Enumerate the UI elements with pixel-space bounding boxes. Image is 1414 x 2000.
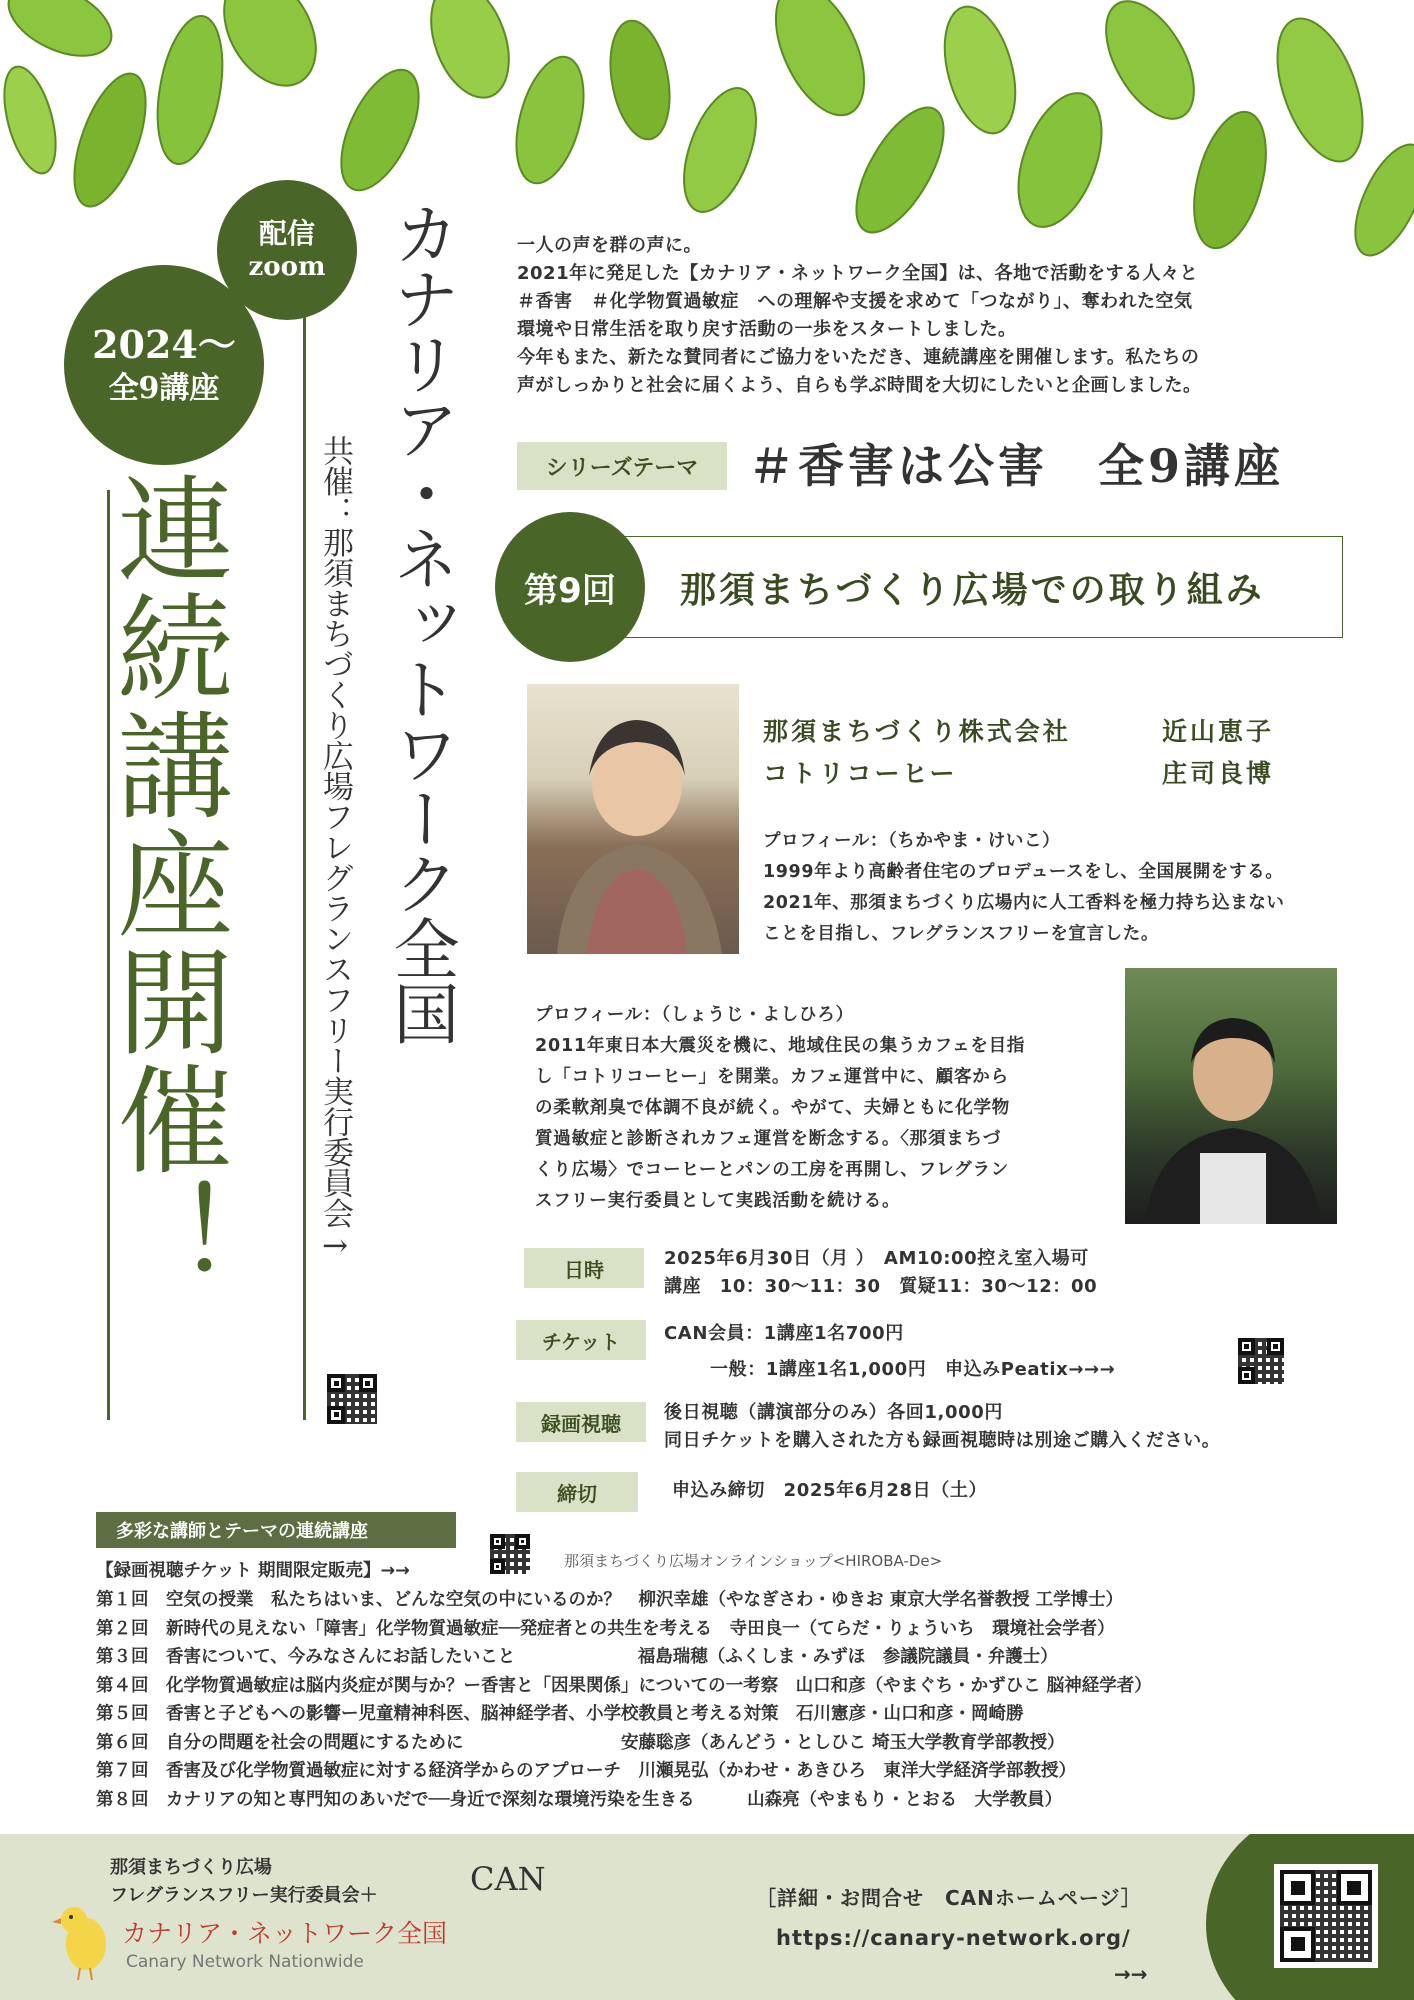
lecture-item: 第４回 化学物質過敏症は脳内炎症が関与か？ー香害と「因果関係」についての一考察 山口和彦（やまぐち・かずひこ 脳神経学者）: [96, 1675, 1152, 1696]
session-title: 那須まちづくり広場での取り組み: [680, 570, 1265, 611]
lecture-item: 第３回 香害について、今みなさんにお話したいこと 福島瑞穂（ふくしま・みずほ 参議院議員・弁護士）: [96, 1647, 1058, 1667]
intro-line: 声がしっかりと社会に届くよう、自らも学ぶ時間を大切にしたいと企画しました。: [517, 375, 1202, 396]
profile-line: 1999年より高齢者住宅のプロデュースをし、全国展開をする。: [763, 862, 1284, 882]
lectures-heading: 多彩な講師とテーマの連続講座: [96, 1512, 456, 1548]
speaker-org-1: 那須まちづくり株式会社: [763, 717, 1071, 746]
ticket-label: チケット: [516, 1320, 646, 1360]
profile-line: くり広場〉でコーヒーとパンの工房を再開し、フレグラン: [535, 1160, 1010, 1180]
session-number: 第9回: [524, 570, 616, 611]
portrait-image: [527, 684, 739, 954]
intro-line: 2021年に発足した【カナリア・ネットワーク全国】は、各地で活動をする人々と: [517, 263, 1199, 284]
portrait-image: [1125, 968, 1337, 1224]
qr-code[interactable]: [325, 1372, 379, 1426]
footer-org-line: 那須まちづくり広場: [110, 1857, 272, 1878]
profile-line: 2021年、那須まちづくり広場内に人工香料を極力持ち込まない: [763, 893, 1285, 913]
main-heading: 連続講座開催！: [98, 470, 233, 1296]
speaker-name-2: 庄司良博: [1162, 759, 1275, 788]
profile-line: ことを目指し、フレグランスフリーを宣言した。: [763, 924, 1159, 944]
arrow-icon: →→: [1114, 1962, 1148, 1986]
ticket-price-general: 一般：1講座1名1,000円 申込みPeatix→→→: [710, 1359, 1116, 1380]
intro-line: 今年もまた、新たな賛同者にご協力をいただき、連続講座を開催します。私たちの: [517, 347, 1200, 368]
brand-jp: カナリア・ネットワーク全国: [122, 1919, 448, 1948]
series-badge: [64, 265, 264, 465]
profile-line: スフリー実行委員として実践活動を続ける。: [535, 1191, 901, 1211]
badge-zoom: zoom: [248, 252, 326, 282]
intro-line: ＃香害 ＃化学物質過敏症 への理解や支援を求めて「つながり」、奪われた空気: [517, 291, 1193, 312]
record-line: 後日視聴（講演部分のみ）各回1,000円: [664, 1402, 1003, 1423]
speaker-org-2: コトリコーヒー: [763, 759, 958, 788]
footer: [0, 1834, 1414, 2000]
intro-line: 環境や日常生活を取り戻す活動の一歩をスタートしました。: [517, 319, 1017, 340]
record-label: 録画視聴: [516, 1402, 646, 1442]
divider-line: [303, 315, 306, 1420]
deadline-info: 申込み締切 2025年6月28日（土）: [672, 1480, 988, 1501]
lecture-item: 第６回 自分の問題を社会の問題にするために 安藤聡彦（あんどう・としひこ 埼玉大学教育学部教授）: [96, 1732, 1065, 1753]
footer-org: [110, 1854, 378, 1910]
lecture-item: 第１回 空気の授業 私たちはいま、どんな空気の中にいるのか？ 柳沢幸雄（やなぎさわ・ゆきお 東京大学名誉教授 工学博士）: [96, 1590, 1124, 1610]
canary-icon: [52, 1900, 118, 1982]
brand-en: Canary Network Nationwide: [126, 1952, 364, 1972]
profile-line: 質過敏症と診断されカフェ運営を断念する。〈那須まちづ: [535, 1129, 1001, 1149]
intro-line: 一人の声を群の声に。: [517, 235, 702, 256]
peatix-qr-code[interactable]: [1236, 1336, 1286, 1386]
org-title: カナリア・ネットワーク全国: [382, 200, 459, 1045]
speaker-photo-chikayama: [527, 684, 739, 954]
cohost-text: 共催：那須まちづくり広場フレグランスフリー実行委員会→: [317, 435, 353, 1264]
ticket-price-member: CAN会員：1講座1名700円: [664, 1323, 904, 1344]
profile-line: 2011年東日本大震災を機に、地域住民の集うカフェを目指: [535, 1036, 1026, 1056]
footer-can: CAN: [470, 1860, 546, 1898]
shop-link[interactable]: 那須まちづくり広場オンラインショップ<HIROBA-De>: [564, 1552, 943, 1570]
profile-chikayama: [763, 826, 1285, 950]
shop-qr-code[interactable]: [488, 1532, 532, 1576]
speaker-photo-shoji: [1125, 968, 1337, 1224]
lecture-item: 第７回 香害及び化学物質過敏症に対する経済学からのアプローチ 川瀬晃弘（かわせ・あきひろ 東洋大学経済学部教授）: [96, 1761, 1076, 1781]
intro-text: [517, 232, 1397, 400]
badge-year: 2024〜: [92, 322, 236, 367]
date-info: [664, 1245, 1097, 1301]
website-qr-code[interactable]: [1274, 1864, 1378, 1968]
contact-label: ［詳細・お問合せ CANホームページ］: [756, 1886, 1142, 1910]
lecture-list: [96, 1586, 1152, 1814]
record-line: 同日チケットを購入された方も録画視聴時は別途ご購入ください。: [664, 1430, 1221, 1451]
website-link[interactable]: https://canary-network.org/: [776, 1926, 1131, 1950]
speaker-name-1: 近山恵子: [1162, 717, 1275, 746]
footer-org-line: フレグランスフリー実行委員会＋: [110, 1885, 378, 1906]
lecture-item: 第２回 新時代の見えない「障害」化学物質過敏症──発症者との共生を考える 寺田良一（てらだ・りょういち 環境社会学者）: [96, 1618, 1115, 1639]
profile-line: プロフィール：（しょうじ・よしひろ）: [535, 1005, 854, 1025]
date-line: 講座 10：30〜11：30 質疑11：30〜12：00: [664, 1276, 1098, 1297]
date-label: 日時: [524, 1248, 644, 1288]
lecture-item: 第５回 香害と子どもへの影響ー児童精神科医、脳神経学者、小学校教員と考える対策 石川憲彦・山口和彦・岡崎勝: [96, 1704, 1024, 1724]
profile-line: の柔軟剤臭で体調不良が続く。やがて、夫婦ともに化学物: [535, 1098, 1011, 1118]
date-line: 2025年6月30日（月 ） AM10:00控え室入場可: [664, 1248, 1089, 1269]
series-theme: ＃香害は公害 全9講座: [748, 439, 1285, 493]
profile-line: し「コトリコーヒー」を開業。カフェ運営中に、顧客から: [535, 1067, 1009, 1087]
record-info: [664, 1399, 1220, 1455]
series-label: シリーズテーマ: [517, 442, 727, 490]
deadline-label: 締切: [516, 1472, 638, 1512]
profile-line: プロフィール：（ちかやま・けいこ）: [763, 831, 1061, 851]
session-number-badge: [495, 512, 645, 662]
profile-shoji: [535, 1000, 1025, 1217]
lecture-item: 第８回 カナリアの知と専門知のあいだで──身近で深刻な環境汚染を生きる 山森亮（やまもり・とおる 大学教員）: [96, 1789, 1063, 1810]
badge-delivery: 配信: [258, 217, 315, 250]
badge-count: 全9講座: [108, 371, 220, 406]
record-ticket-link[interactable]: 【録画視聴チケット 期間限定販売】→→: [96, 1561, 410, 1581]
